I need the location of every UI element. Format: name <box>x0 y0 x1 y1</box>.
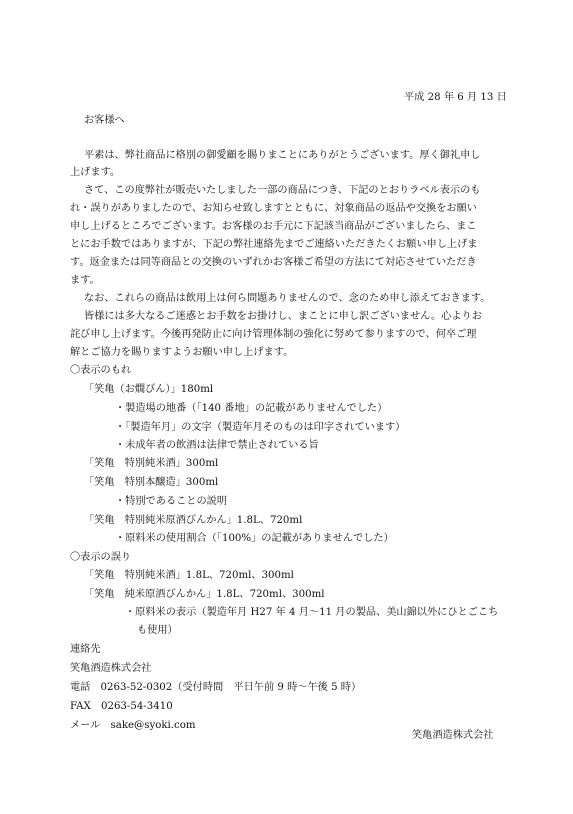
omission-heading: 〇表示のもれ <box>70 365 132 376</box>
paragraph-line: 詫び申し上げます。今後再発防止に向け管理体制の強化に努めて参りますので、何卒ご理 <box>70 329 477 340</box>
contact-company: 笑亀酒造株式会社 <box>70 663 152 674</box>
paragraph-line: 皆様には多大なるご迷惑とお手数をお掛けし、まことに申し訳ございません。心よりお <box>84 311 482 322</box>
signature: 笑亀酒造株式会社 <box>412 730 494 741</box>
paragraph-line: さて、この度弊社が販売いたしました一部の商品につき、下記のとおりラベル表示のも <box>84 185 481 196</box>
paragraph-line: ます。 <box>70 275 100 286</box>
paragraph-line: 申し上げるところでございます。お客様のお手元に下記該当商品がございましたら、まこ <box>70 221 477 232</box>
contact-fax: FAX 0263-54-3410 <box>70 701 173 712</box>
product-item: 「笑亀 特別純米酒」1.8L、720ml、300ml <box>84 570 294 581</box>
product-item: 「笑亀 特別本醸造」300ml <box>84 477 219 488</box>
contact-email[interactable]: メール sake@syoki.com <box>70 720 196 731</box>
bullet-item: ・特別であることの説明 <box>115 496 228 507</box>
bullet-item-continued: も使用） <box>137 625 178 636</box>
product-item: 「笑亀 純米原酒びんかん」1.8L、720ml、300ml <box>84 589 325 600</box>
paragraph-line: とにお手数ではありますが、下記の弊社連絡先までご連絡いただきたくお願い申し上げま <box>70 239 478 250</box>
letter-date: 平成 28 年 6 月 13 日 <box>404 92 507 103</box>
bullet-item: ・原料米の表示（製造年月 H27 年 4 月～11 月の製品、美山錦以外にひとごこち <box>125 607 499 618</box>
paragraph-line: 平素は、弊社商品に格別の御愛顧を賜りまことにありがとうございます。厚く御礼申し <box>84 150 481 161</box>
paragraph-line: なお、これらの商品は飲用上は何ら問題ありませんので、念のため申し添えておきます。 <box>84 293 491 304</box>
product-item: 「笑亀 特別純米原酒びんかん」1.8L、720ml <box>84 515 303 526</box>
errors-heading: 〇表示の誤り <box>70 552 132 563</box>
bullet-item: ・「製造年月」の文字（製造年月そのものは印字されています） <box>115 422 406 433</box>
product-item: 「笑亀（お燗びん）」180ml <box>84 384 214 395</box>
paragraph-line: す。返金または同等商品との交換のいずれかお客様ご希望の方法にて対応させていただき <box>70 257 477 268</box>
bullet-item: ・未成年者の飲酒は法律で禁止されている旨 <box>115 440 319 451</box>
contact-phone: 電話 0263-52-0302（受付時間 平日午前 9 時～午後 5 時） <box>70 682 362 693</box>
bullet-item: ・原料米の使用割合（「100%」の記載がありませんでした） <box>115 533 394 544</box>
paragraph-line: れ・誤りがありましたので、お知らせ致しますとともに、対象商品の返品や交換をお願い <box>70 203 477 214</box>
paragraph-line: 上げます。 <box>70 167 121 178</box>
bullet-item: ・製造場の地番（「140 番地」の記載がありませんでした） <box>115 403 388 414</box>
salutation: お客様へ <box>84 115 125 126</box>
product-item: 「笑亀 特別純米酒」300ml <box>84 458 219 469</box>
paragraph-line: 解とご協力を賜りますようお願い申し上げます。 <box>70 347 294 358</box>
contact-heading: 連絡先 <box>70 644 101 655</box>
